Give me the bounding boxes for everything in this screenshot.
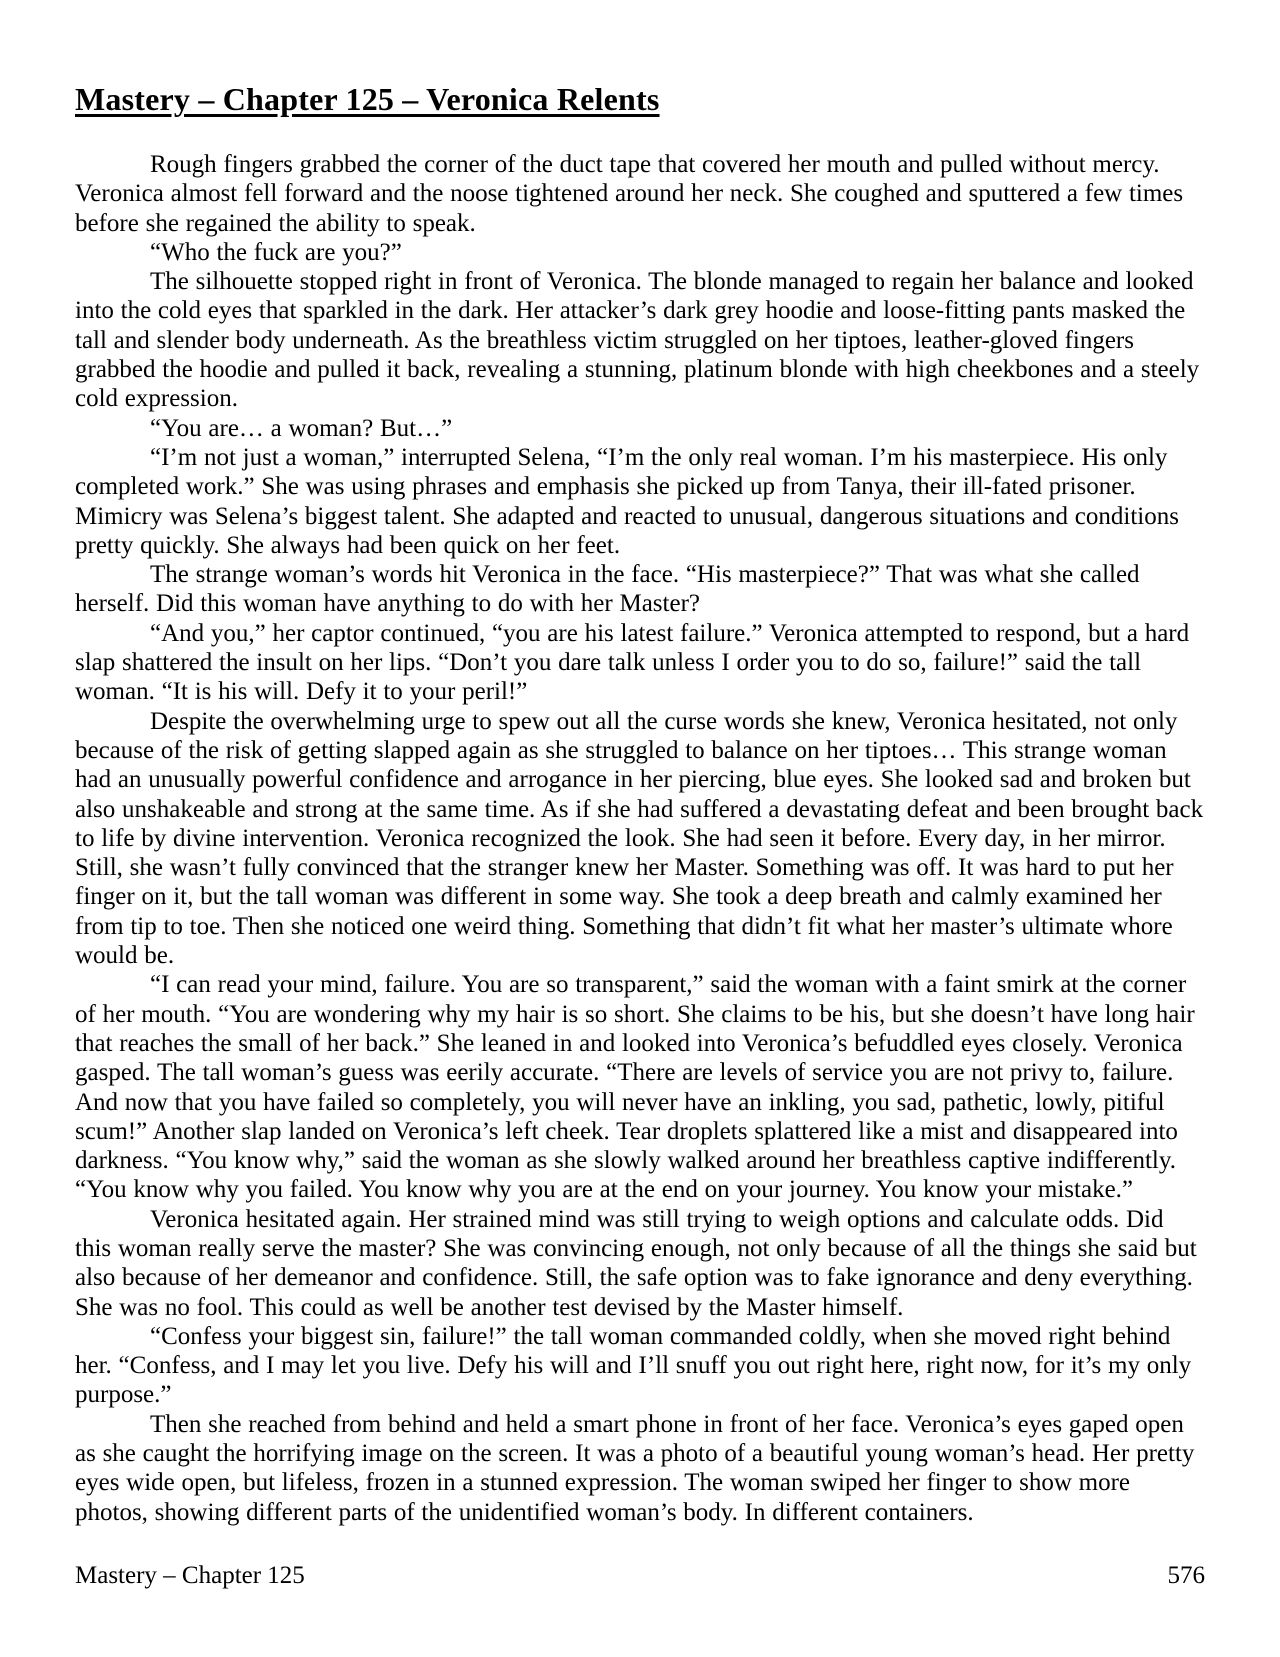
document-content <box>75 80 1205 1527</box>
paragraph: The silhouette stopped right in front of Veronica. The blonde managed to regain her balance and looked into the cold eyes that sparkled in the dark. Her attacker’s dark grey hoodie and loose-fitting pants masked the tall and slender body underneath. As the breathless victim struggled on her tiptoes, leather-gloved fingers grabbed the hoodie and pulled it back, revealing a stunning, platinum blonde with high cheekbones and a steely cold expression. <box>75 268 1200 413</box>
paragraph: “You are… a woman? But…” <box>150 414 453 442</box>
page-footer <box>75 1561 1205 1590</box>
paragraph: The strange woman’s words hit Veronica in the face. “His masterpiece?” That was what she called herself. Did this woman have anything to do with her Master? <box>75 561 1140 618</box>
paragraph: Rough fingers grabbed the corner of the duct tape that covered her mouth and pulled without mercy. Veronica almost fell forward and the noose tightened around her neck. She coughed and sputtered a few times before she regained the ability to speak. <box>75 151 1184 237</box>
paragraph: “Confess your biggest sin, failure!” the tall woman commanded coldly, when she moved right behind her. “Confess, and I may let you live. Defy his will and I’ll snuff you out right here, right now, for it’s my only purpose.” <box>75 1322 1192 1409</box>
story-body <box>75 150 1205 1527</box>
paragraph: Then she reached from behind and held a smart phone in front of her face. Veronica’s eyes gaped open as she caught the horrifying image on the screen. It was a photo of a beautiful young woman’s head. Her pretty eyes wide open, but lifeless, frozen in a stunned expression. The woman swiped her finger to show more photos, showing different parts of the unidentified woman’s body. In different containers. <box>75 1410 1195 1526</box>
paragraph: “And you,” her captor continued, “you are his latest failure.” Veronica attempted to respond, but a hard slap shattered the insult on her lips. “Don’t you dare talk unless I order you to do so, failure!” said the tall woman. “It is his will. Defy it to your peril!” <box>75 619 1190 706</box>
paragraph: “Who the fuck are you?” <box>150 238 402 266</box>
footer-chapter-label: Mastery – Chapter 125 <box>75 1562 305 1589</box>
footer-page-number: 576 <box>1167 1562 1205 1589</box>
paragraph: “I can read your mind, failure. You are so transparent,” said the woman with a faint smirk at the corner of her mouth. “You are wondering why my hair is so short. She claims to be his, but she doesn’t have long hair that reaches the small of her back.” She leaned in and looked into Veronica’s befuddled eyes closely. Veronica gasped. The tall woman’s guess was eerily accurate. “There are levels of service you are not privy to, failure. And now that you have failed so completely, you will never have an inkling, you sad, pathetic, lowly, pitiful scum!” Another slap landed on Veronica’s left cheek. Tear droplets splattered like a mist and disappeared into darkness. “You know why,” said the woman as she slowly walked around her breathless captive indifferently. “You know why you failed. You know why you are at the end on your journey. You know your mistake.” <box>75 971 1195 1204</box>
paragraph: “I’m not just a woman,” interrupted Selena, “I’m the only real woman. I’m his masterpiece. His only completed work.” She was using phrases and emphasis she picked up from Tanya, their ill-fated prisoner. Mimicry was Selena’s biggest talent. She adapted and reacted to unusual, dangerous situations and conditions pretty quickly. She always had been quick on her feet. <box>75 443 1179 559</box>
paragraph: Despite the overwhelming urge to spew out all the curse words she knew, Veronica hesitated, not only because of the risk of getting slapped again as she struggled to balance on her tiptoes… This strange woman had an unusually powerful confidence and arrogance in her piercing, blue eyes. She looked sad and broken but also unshakeable and strong at the same time. As if she had suffered a devastating defeat and been brought back to life by divine intervention. Veronica recognized the look. She had seen it before. Every day, in her mirror. Still, she wasn’t fully convinced that the stranger knew her Master. Something was off. It was hard to put her finger on it, but the tall woman was different in some way. She took a deep breath and calmly examined her from tip to toe. Then she noticed one weird thing. Something that didn’t fit what her master’s ultimate whore would be. <box>75 707 1204 970</box>
chapter-title: Mastery – Chapter 125 – Veronica Relents <box>75 81 660 117</box>
paragraph: Veronica hesitated again. Her strained mind was still trying to weigh options and calculate odds. Did this woman really serve the master? She was convincing enough, not only because of all the things she said but also because of her demeanor and confidence. Still, the safe option was to fake ignorance and deny everything. She was no fool. This could as well be another test devised by the Master himself. <box>75 1205 1197 1321</box>
